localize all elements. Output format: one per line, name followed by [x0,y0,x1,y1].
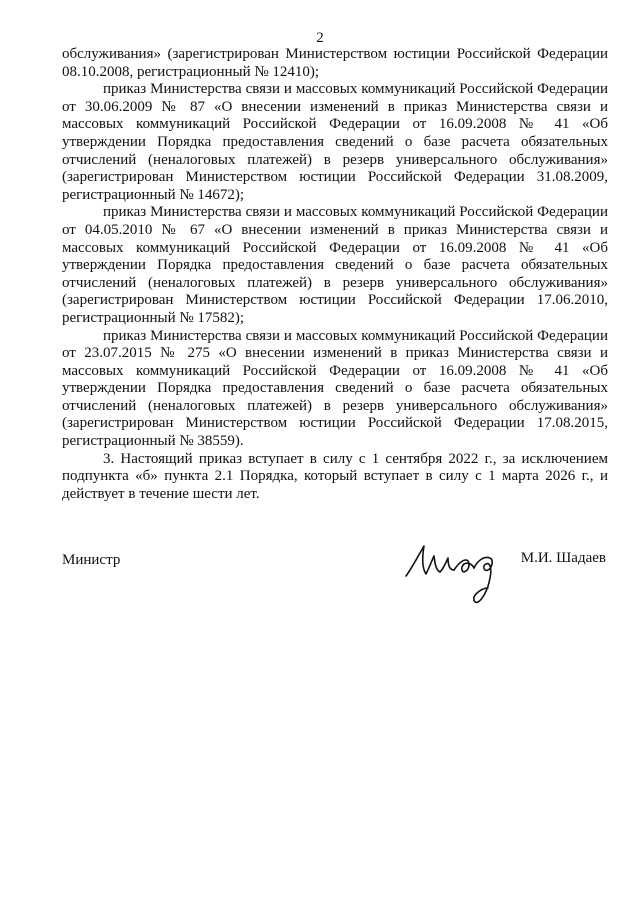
signatory-title: Министр [62,552,121,568]
paragraph: обслуживания» (зарегистрирован Министерством юстиции Российской Федерации 08.10.2008, регистрационный № 12410); [62,46,608,80]
document-body [62,46,608,503]
page-number: 2 [316,30,324,46]
signatory-name: М.И. Шадаев [520,550,606,566]
paragraph: приказ Министерства связи и массовых коммуникаций Российской Федерации от 23.07.2015 № 275 «О внесении изменений в приказ Министерства связи и массовых коммуникаций Российской Федерации от 16.09.2008 № 41 «Об утверждении Порядка предоставления сведений о базе расчета обязательных отчислений (неналоговых платежей) в резерв универсального обслуживания» (зарегистрирован Министерством юстиции Российской Федерации 17.08.2015, регистрационный № 38559). [62,327,608,450]
paragraph: приказ Министерства связи и массовых коммуникаций Российской Федерации от 30.06.2009 № 87 «О внесении изменений в приказ Министерства связи и массовых коммуникаций Российской Федерации от 16.09.2008 № 41 «Об утверждении Порядка предоставления сведений о базе расчета обязательных отчислений (неналоговых платежей) в резерв универсального обслуживания» (зарегистрирован Министерством юстиции Российской Федерации 31.08.2009, регистрационный № 14672); [62,81,608,203]
signature-block [62,538,608,628]
paragraph: 3. Настоящий приказ вступает в силу с 1 сентября 2022 г., за исключением подпункта «б» пункта 2.1 Порядка, который вступает в силу с 1 марта 2026 г., и действует в течение шести лет. [62,450,608,502]
handwritten-signature [402,538,522,618]
paragraph: приказ Министерства связи и массовых коммуникаций Российской Федерации от 04.05.2010 № 67 «О внесении изменений в приказ Министерства связи и массовых коммуникаций Российской Федерации от 16.09.2008 № 41 «Об утверждении Порядка предоставления сведений о базе расчета обязательных отчислений (неналоговых платежей) в резерв универсального обслуживания» (зарегистрирован Министерством юстиции Российской Федерации 17.06.2010, регистрационный № 17582); [62,204,608,326]
